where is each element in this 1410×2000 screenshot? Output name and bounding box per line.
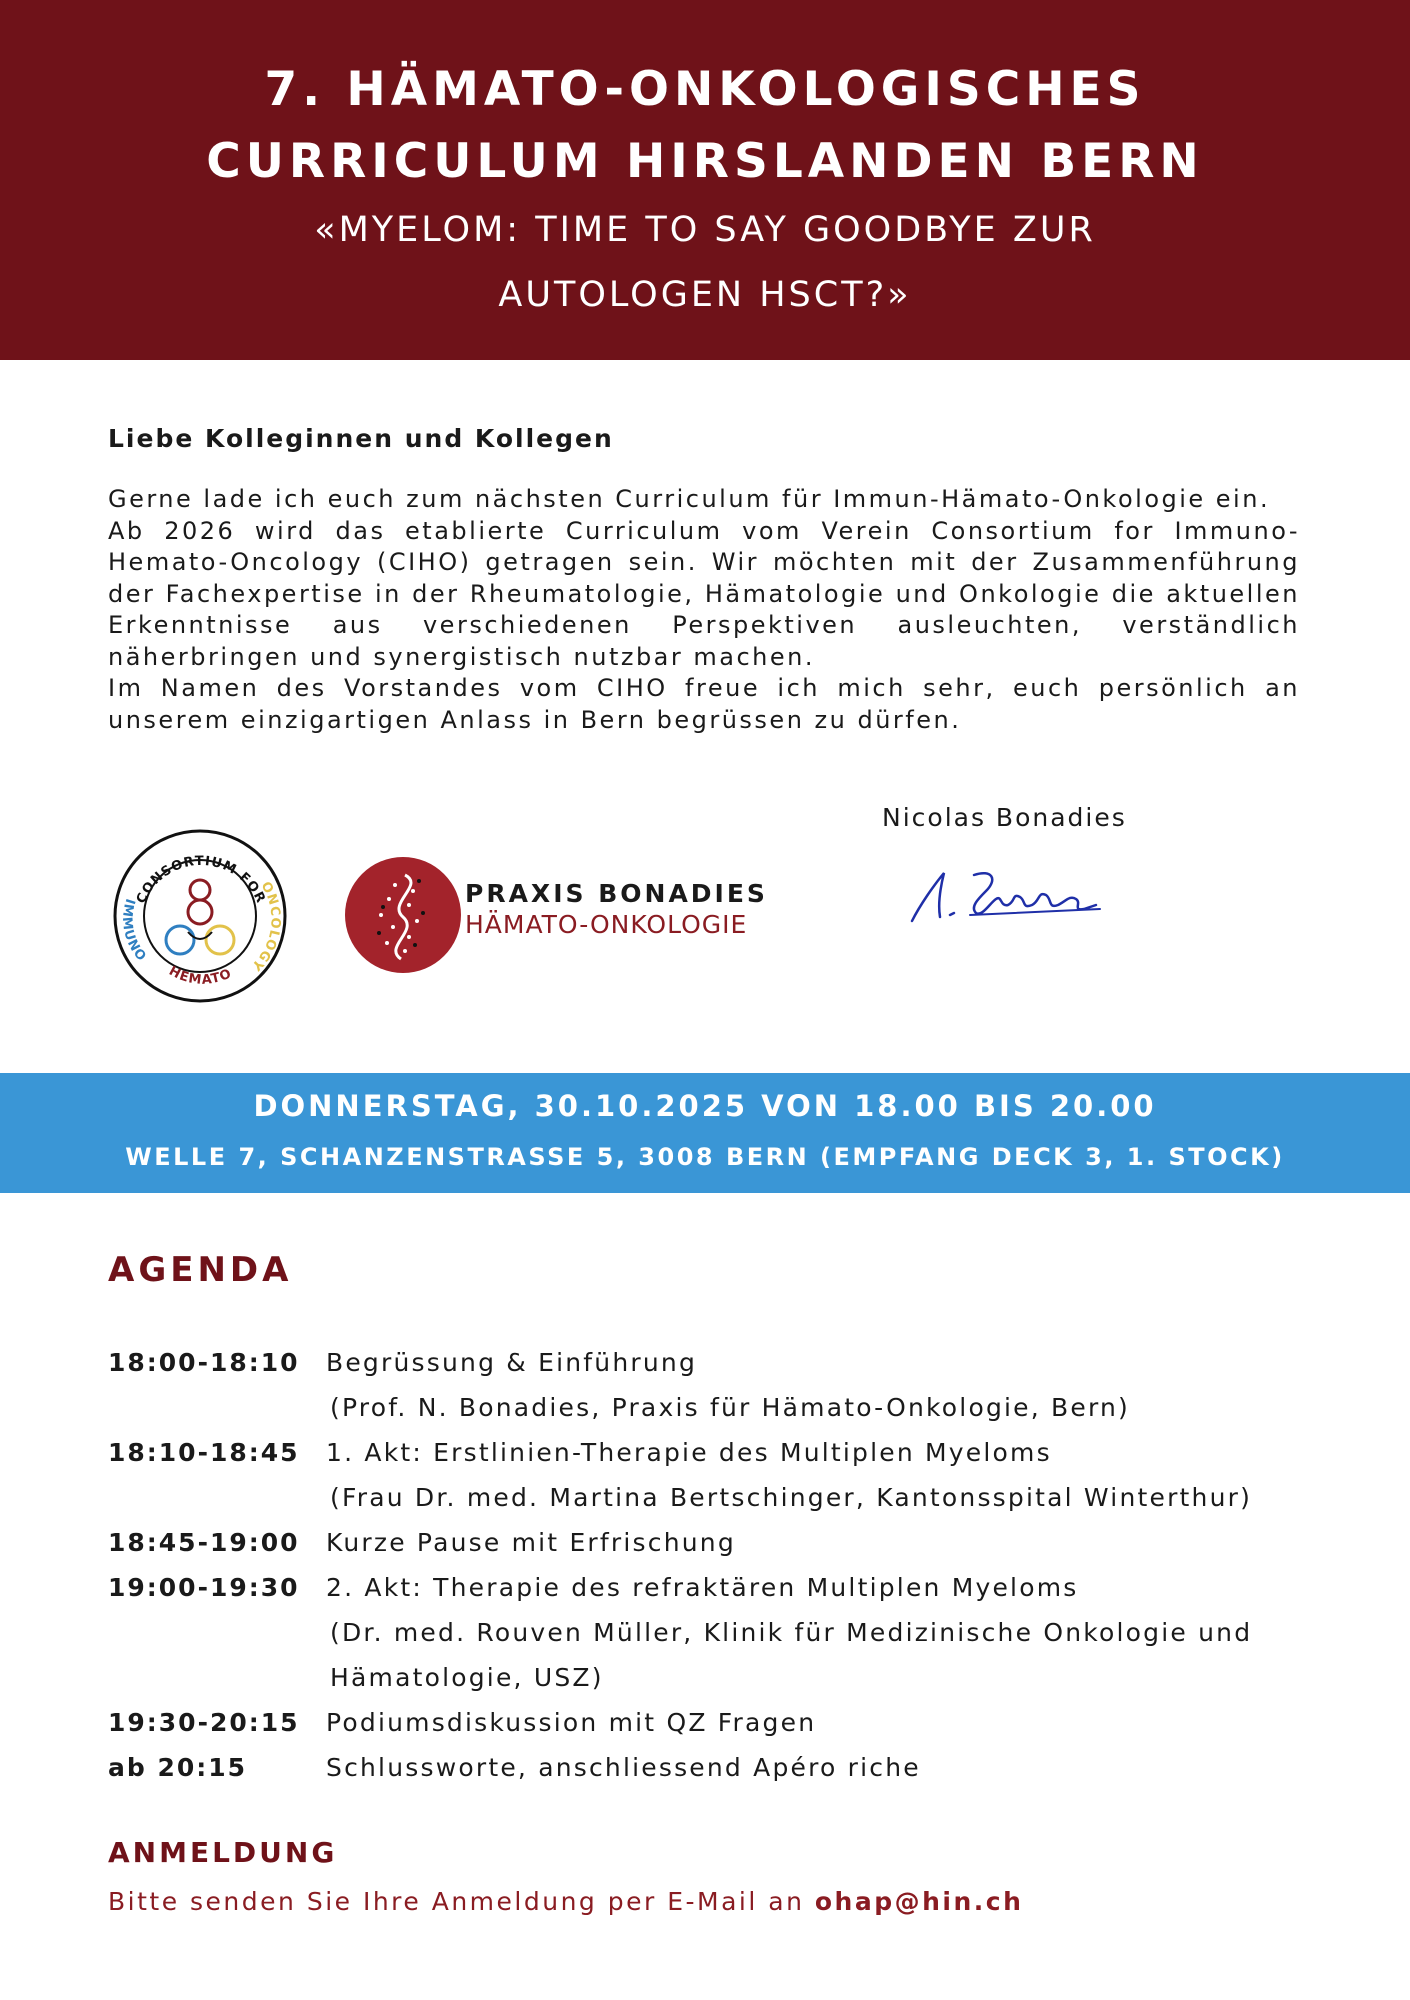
agenda-title: 1. Akt: Erstlinien-Therapie des Multiplen Myeloms <box>326 1438 1052 1467</box>
agenda-title: Schlussworte, anschliessend Apéro riche <box>326 1753 921 1782</box>
agenda-heading: AGENDA <box>108 1250 293 1290</box>
signature-icon <box>900 855 1120 935</box>
agenda-speaker: (Dr. med. Rouven Müller, Klinik für Medizinische Onkologie und <box>330 1618 1253 1647</box>
registration-heading: ANMELDUNG <box>108 1836 338 1869</box>
agenda-time: 18:45-19:00 <box>108 1528 300 1557</box>
registration-instruction: Bitte senden Sie Ihre Anmeldung per E-Mail an <box>108 1887 815 1916</box>
agenda-description <box>326 1430 1252 1520</box>
ciho-logo <box>112 828 288 1004</box>
event-location: WELLE 7, SCHANZENSTRASSE 5, 3008 BERN (EMPFANG DECK 3, 1. STOCK) <box>125 1143 1285 1171</box>
event-info-banner <box>0 1073 1410 1193</box>
agenda-item <box>108 1430 1338 1520</box>
ciho-ring-text-right: ONCOLOGY <box>247 879 283 974</box>
ciho-ring-text-left: IMMUNO <box>118 896 150 965</box>
agenda-description <box>326 1520 736 1565</box>
ciho-ring-text-bottom: HEMATO <box>166 963 235 989</box>
agenda-speaker: Hämatologie, USZ) <box>330 1663 604 1692</box>
agenda-speaker: (Prof. N. Bonadies, Praxis für Hämato-Onkologie, Bern) <box>330 1393 1131 1422</box>
letter-body <box>108 484 1300 736</box>
ciho-ring-text-top: CONSORTIUM FOR <box>133 853 269 907</box>
agenda-item <box>108 1700 1338 1745</box>
letter-paragraph: Im Namen des Vorstandes vom CIHO freue ich mich sehr, euch persönlich an unserem einzigartigen Anlass in Bern begrüssen zu dürfen. <box>108 674 1300 734</box>
agenda-item <box>108 1565 1338 1700</box>
agenda-speaker: (Frau Dr. med. Martina Bertschinger, Kantonsspital Winterthur) <box>330 1483 1253 1512</box>
event-title-line-2: CURRICULUM HIRSLANDEN BERN <box>206 134 1204 189</box>
event-subtitle-line-1: «MYELOM: TIME TO SAY GOODBYE ZUR <box>314 210 1096 250</box>
agenda-description <box>326 1565 1252 1700</box>
praxis-name: PRAXIS BONADIES <box>465 879 768 908</box>
agenda-item <box>108 1340 1338 1430</box>
letter-paragraph: Gerne lade ich euch zum nächsten Curriculum für Immun-Hämato-Onkologie ein. <box>108 485 1271 513</box>
agenda-time: 18:10-18:45 <box>108 1438 300 1467</box>
agenda-title: Podiumsdiskussion mit QZ Fragen <box>326 1708 817 1737</box>
agenda-time: 19:00-19:30 <box>108 1573 300 1602</box>
letter-greeting: Liebe Kolleginnen und Kollegen <box>108 424 614 453</box>
agenda-item <box>108 1745 1338 1790</box>
praxis-subtitle: HÄMATO-ONKOLOGIE <box>465 910 748 939</box>
agenda-title: 2. Akt: Therapie des refraktären Multiplen Myeloms <box>326 1573 1079 1602</box>
agenda-time: 19:30-20:15 <box>108 1708 300 1737</box>
agenda-item <box>108 1520 1338 1565</box>
registration-email-link[interactable]: ohap@hin.ch <box>814 1887 1024 1916</box>
agenda-title: Kurze Pause mit Erfrischung <box>326 1528 736 1557</box>
agenda-description <box>326 1340 1130 1430</box>
signer-name: Nicolas Bonadies <box>882 803 1127 832</box>
agenda-time: ab 20:15 <box>108 1753 248 1782</box>
praxis-bonadies-logo-icon <box>343 855 463 975</box>
agenda-list <box>108 1340 1338 1790</box>
letter-paragraph: Ab 2026 wird das etablierte Curriculum vom Verein Consortium for Immuno-Hemato-Oncology (CIHO) getragen sein. Wir möchten mit der Zusammenführung der Fachexpertise in der Rheumatologie, Hämatologie und Onkologie die aktuellen Erkenntnisse aus verschiedenen Perspektiven ausleuchten, verständlich näherbringen und synergistisch nutzbar machen. <box>108 516 1300 671</box>
event-date: DONNERSTAG, 30.10.2025 VON 18.00 BIS 20.00 <box>253 1089 1157 1123</box>
registration-text <box>108 1887 1023 1916</box>
event-title-line-1: 7. HÄMATO-ONKOLOGISCHES <box>264 62 1146 117</box>
agenda-description <box>326 1700 816 1745</box>
title-banner <box>0 0 1410 360</box>
agenda-description <box>326 1745 921 1790</box>
agenda-time: 18:00-18:10 <box>108 1348 300 1377</box>
event-subtitle-line-2: AUTOLOGEN HSCT?» <box>498 275 912 315</box>
agenda-title: Begrüssung & Einführung <box>326 1348 698 1377</box>
